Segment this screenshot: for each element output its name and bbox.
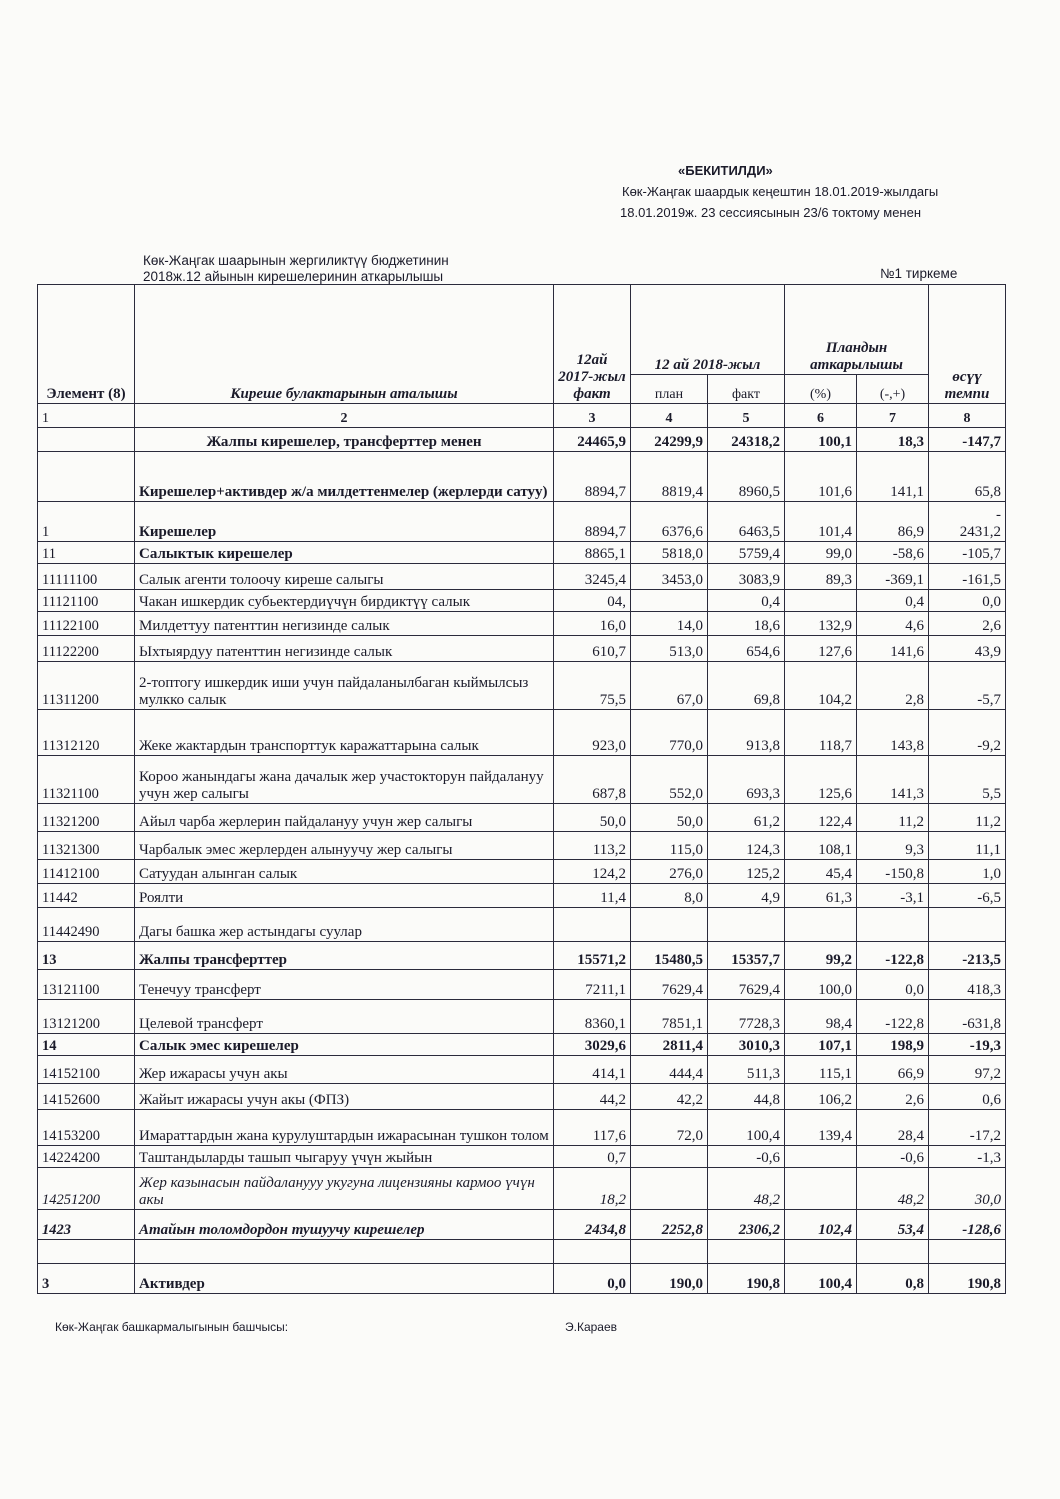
- value-cell: 69,8: [708, 662, 785, 710]
- value-cell: 3245,4: [554, 564, 631, 590]
- value-cell: 913,8: [708, 710, 785, 756]
- table-row: [38, 1110, 1006, 1146]
- source-name: Жалпы трансферттер: [135, 942, 554, 970]
- value-cell: 0,0: [857, 970, 929, 1000]
- table-row: [38, 1146, 1006, 1168]
- value-cell: 124,3: [708, 832, 785, 860]
- source-name: Жеке жактардын транспорттук каражаттарына салык: [135, 710, 554, 756]
- element-code: 14: [38, 1034, 135, 1056]
- value-cell: 113,2: [554, 832, 631, 860]
- value-cell: -369,1: [857, 564, 929, 590]
- value-cell: [554, 908, 631, 942]
- value-cell: [785, 1146, 857, 1168]
- element-code: 11312120: [38, 710, 135, 756]
- header-element: Элемент (8): [38, 285, 135, 404]
- value-cell: -9,2: [929, 710, 1006, 756]
- value-cell: 50,0: [631, 804, 708, 832]
- element-code: 13121100: [38, 970, 135, 1000]
- value-cell: 7728,3: [708, 1000, 785, 1034]
- value-cell: 16,0: [554, 612, 631, 636]
- value-cell: 190,8: [929, 1264, 1006, 1294]
- value-cell: 124,2: [554, 860, 631, 884]
- value-cell: 444,4: [631, 1056, 708, 1084]
- document-title: [143, 253, 449, 285]
- element-code: 11321300: [38, 832, 135, 860]
- value-cell: -161,5: [929, 564, 1006, 590]
- value-cell: 7629,4: [708, 970, 785, 1000]
- source-name: Ыхтыярдуу патенттин негизинде салык: [135, 636, 554, 662]
- value-cell: 45,4: [785, 860, 857, 884]
- document-title-line-2: 2018ж.12 айынын кирешелеринин аткарылышы: [143, 269, 444, 284]
- value-cell: -1,3: [929, 1146, 1006, 1168]
- value-cell: 127,6: [785, 636, 857, 662]
- table-row: [38, 564, 1006, 590]
- value-cell: [631, 1240, 708, 1264]
- value-cell: [631, 908, 708, 942]
- value-cell: 414,1: [554, 1056, 631, 1084]
- value-cell: 6376,6: [631, 502, 708, 542]
- value-cell: -0,6: [857, 1146, 929, 1168]
- source-name: Жайыт ижарасы учун акы (ФПЗ): [135, 1084, 554, 1110]
- header-growth-rate: өсүү темпи: [929, 285, 1006, 404]
- value-cell: 115,1: [785, 1056, 857, 1084]
- value-cell: 923,0: [554, 710, 631, 756]
- element-code: [38, 428, 135, 452]
- source-name: 2-топтогу ишкердик иши учун пайдаланылбаган кыймылсыз мулкко салык: [135, 662, 554, 710]
- source-name: Чакан ишкердик субьектердиүчүн бирдиктүү салык: [135, 590, 554, 612]
- value-cell: 2811,4: [631, 1034, 708, 1056]
- value-cell: 61,2: [708, 804, 785, 832]
- value-cell: 100,0: [785, 970, 857, 1000]
- value-cell: 125,6: [785, 756, 857, 804]
- header-fact-2017: 12ай 2017-жыл факт: [554, 285, 631, 404]
- approval-line-1: Көк-Жаңгак шаардык кеңештин 18.01.2019-жылдагы: [622, 184, 939, 199]
- column-number: 1: [38, 404, 135, 428]
- element-code: 11442490: [38, 908, 135, 942]
- value-cell: 65,8: [929, 452, 1006, 502]
- value-cell: 3029,6: [554, 1034, 631, 1056]
- source-name: Сатуудан алынган салык: [135, 860, 554, 884]
- header-plan-execution: Пландын аткарылышы: [785, 285, 929, 375]
- value-cell: 15480,5: [631, 942, 708, 970]
- value-cell: 552,0: [631, 756, 708, 804]
- value-cell: 11,4: [554, 884, 631, 908]
- element-code: 1: [38, 502, 135, 542]
- value-cell: [631, 1168, 708, 1210]
- value-cell: 2,6: [929, 612, 1006, 636]
- value-cell: 24299,9: [631, 428, 708, 452]
- value-cell: [631, 590, 708, 612]
- value-cell: 190,0: [631, 1264, 708, 1294]
- value-cell: 42,2: [631, 1084, 708, 1110]
- source-name: Тенечуу трансферт: [135, 970, 554, 1000]
- value-cell: 44,2: [554, 1084, 631, 1110]
- value-cell: 8,0: [631, 884, 708, 908]
- value-cell: 53,4: [857, 1210, 929, 1240]
- value-cell: 5,5: [929, 756, 1006, 804]
- table-row: [38, 832, 1006, 860]
- element-code: 11321200: [38, 804, 135, 832]
- source-name: [135, 1240, 554, 1264]
- table-row: [38, 428, 1006, 452]
- value-cell: [785, 1168, 857, 1210]
- approval-stamp: «БЕКИТИЛДИ»: [678, 163, 773, 178]
- value-cell: 141,1: [857, 452, 929, 502]
- element-code: 11442: [38, 884, 135, 908]
- value-cell: -105,7: [929, 542, 1006, 564]
- column-number: 2: [135, 404, 554, 428]
- value-cell: 101,4: [785, 502, 857, 542]
- value-cell: 0,0: [554, 1264, 631, 1294]
- value-cell: [857, 908, 929, 942]
- value-cell: 48,2: [708, 1168, 785, 1210]
- value-cell: 2306,2: [708, 1210, 785, 1240]
- source-name: Айыл чарба жерлерин пайдалануу учун жер салыгы: [135, 804, 554, 832]
- value-cell: [708, 908, 785, 942]
- value-cell: 513,0: [631, 636, 708, 662]
- revenue-table: [37, 284, 1006, 1294]
- element-code: 11111100: [38, 564, 135, 590]
- value-cell: 04,: [554, 590, 631, 612]
- value-cell: -0,6: [708, 1146, 785, 1168]
- value-cell: 0,6: [929, 1084, 1006, 1110]
- value-cell: 1,0: [929, 860, 1006, 884]
- value-cell: 50,0: [554, 804, 631, 832]
- value-cell: 654,6: [708, 636, 785, 662]
- table-row: [38, 1210, 1006, 1240]
- header-fact: факт: [708, 375, 785, 404]
- value-cell: 18,2: [554, 1168, 631, 1210]
- column-number: 7: [857, 404, 929, 428]
- element-code: 13121200: [38, 1000, 135, 1034]
- value-cell: 3010,3: [708, 1034, 785, 1056]
- value-cell: 5759,4: [708, 542, 785, 564]
- value-cell: 24318,2: [708, 428, 785, 452]
- value-cell: 100,4: [708, 1110, 785, 1146]
- annex-label: №1 тиркеме: [880, 266, 958, 281]
- value-cell: [785, 590, 857, 612]
- element-code: 11122200: [38, 636, 135, 662]
- element-code: 14152100: [38, 1056, 135, 1084]
- value-cell: 0,8: [857, 1264, 929, 1294]
- source-name: Кирешелер: [135, 502, 554, 542]
- value-cell: 7629,4: [631, 970, 708, 1000]
- value-cell: 9,3: [857, 832, 929, 860]
- table-row: [38, 970, 1006, 1000]
- value-cell: [929, 908, 1006, 942]
- value-cell: 11,2: [857, 804, 929, 832]
- element-code: 11412100: [38, 860, 135, 884]
- value-cell: 15571,2: [554, 942, 631, 970]
- value-cell: 18,6: [708, 612, 785, 636]
- value-cell: 8360,1: [554, 1000, 631, 1034]
- element-code: 14251200: [38, 1168, 135, 1210]
- table-row: [38, 502, 1006, 542]
- table-row: [38, 1056, 1006, 1084]
- value-cell: 139,4: [785, 1110, 857, 1146]
- source-name: Роялти: [135, 884, 554, 908]
- value-cell: 2,8: [857, 662, 929, 710]
- value-cell: 43,9: [929, 636, 1006, 662]
- element-code: 11321100: [38, 756, 135, 804]
- value-cell: 66,9: [857, 1056, 929, 1084]
- element-code: 11: [38, 542, 135, 564]
- value-cell: 5818,0: [631, 542, 708, 564]
- approval-block: [600, 160, 1000, 223]
- source-name: Таштандыларды ташып чыгаруу үчүн жыйын: [135, 1146, 554, 1168]
- column-number: 3: [554, 404, 631, 428]
- value-cell: 14,0: [631, 612, 708, 636]
- table-row: [38, 612, 1006, 636]
- value-cell: 418,3: [929, 970, 1006, 1000]
- value-cell: -58,6: [857, 542, 929, 564]
- value-cell: 99,0: [785, 542, 857, 564]
- value-cell: 3083,9: [708, 564, 785, 590]
- table-row: [38, 942, 1006, 970]
- value-cell: - 2431,2: [929, 502, 1006, 542]
- value-cell: 86,9: [857, 502, 929, 542]
- value-cell: -3,1: [857, 884, 929, 908]
- value-cell: 104,2: [785, 662, 857, 710]
- value-cell: [785, 908, 857, 942]
- table-row: [38, 636, 1006, 662]
- value-cell: 75,5: [554, 662, 631, 710]
- value-cell: 770,0: [631, 710, 708, 756]
- value-cell: 3453,0: [631, 564, 708, 590]
- element-code: 11311200: [38, 662, 135, 710]
- value-cell: 0,4: [708, 590, 785, 612]
- value-cell: [631, 1146, 708, 1168]
- value-cell: -5,7: [929, 662, 1006, 710]
- source-name: Милдеттуу патенттин негизинде салык: [135, 612, 554, 636]
- source-name: Жер казынасын пайдаланууу укугуна лицензияны кармоо үчүн акы: [135, 1168, 554, 1210]
- value-cell: 6463,5: [708, 502, 785, 542]
- value-cell: 61,3: [785, 884, 857, 908]
- value-cell: 11,1: [929, 832, 1006, 860]
- value-cell: -122,8: [857, 1000, 929, 1034]
- signature-name: Э.Караев: [565, 1320, 618, 1334]
- value-cell: 143,8: [857, 710, 929, 756]
- value-cell: 4,6: [857, 612, 929, 636]
- value-cell: 100,1: [785, 428, 857, 452]
- approval-line-2: 18.01.2019ж. 23 сессиясынын 23/6 токтому менен: [620, 205, 922, 220]
- value-cell: 132,9: [785, 612, 857, 636]
- element-code: 11122100: [38, 612, 135, 636]
- element-code: [38, 452, 135, 502]
- value-cell: 28,4: [857, 1110, 929, 1146]
- table-row: [38, 1240, 1006, 1264]
- value-cell: 4,9: [708, 884, 785, 908]
- value-cell: -147,7: [929, 428, 1006, 452]
- value-cell: 8960,5: [708, 452, 785, 502]
- value-cell: 67,0: [631, 662, 708, 710]
- value-cell: 24465,9: [554, 428, 631, 452]
- value-cell: 125,2: [708, 860, 785, 884]
- value-cell: [785, 1240, 857, 1264]
- value-cell: [857, 1240, 929, 1264]
- source-name: Чарбалык эмес жерлерден алынуучу жер салыгы: [135, 832, 554, 860]
- source-name: Короо жанындагы жана дачалык жер участокторун пайдалануу учун жер салыгы: [135, 756, 554, 804]
- value-cell: 117,6: [554, 1110, 631, 1146]
- element-code: 11121100: [38, 590, 135, 612]
- value-cell: 8894,7: [554, 452, 631, 502]
- value-cell: 98,4: [785, 1000, 857, 1034]
- value-cell: 18,3: [857, 428, 929, 452]
- value-cell: -631,8: [929, 1000, 1006, 1034]
- column-number: 5: [708, 404, 785, 428]
- element-code: 14153200: [38, 1110, 135, 1146]
- value-cell: 99,2: [785, 942, 857, 970]
- value-cell: -122,8: [857, 942, 929, 970]
- value-cell: 190,8: [708, 1264, 785, 1294]
- table-row: [38, 884, 1006, 908]
- value-cell: -19,3: [929, 1034, 1006, 1056]
- table-row: [38, 1034, 1006, 1056]
- value-cell: 693,3: [708, 756, 785, 804]
- value-cell: -150,8: [857, 860, 929, 884]
- value-cell: 101,6: [785, 452, 857, 502]
- value-cell: 122,4: [785, 804, 857, 832]
- table-row: [38, 804, 1006, 832]
- source-name: Целевой трансферт: [135, 1000, 554, 1034]
- table-row: [38, 908, 1006, 942]
- table-row: [38, 662, 1006, 710]
- value-cell: 7851,1: [631, 1000, 708, 1034]
- value-cell: 44,8: [708, 1084, 785, 1110]
- value-cell: -128,6: [929, 1210, 1006, 1240]
- table-row: [38, 1084, 1006, 1110]
- header-percent: (%): [785, 375, 857, 404]
- value-cell: 0,4: [857, 590, 929, 612]
- header-plan: план: [631, 375, 708, 404]
- value-cell: 7211,1: [554, 970, 631, 1000]
- source-name: Имараттардын жана курулуштардын ижарасынан тушкон толом: [135, 1110, 554, 1146]
- element-code: 14152600: [38, 1084, 135, 1110]
- value-cell: -17,2: [929, 1110, 1006, 1146]
- signature-position: Көк-Жаңгак башкармалыгынын башчысы:: [55, 1320, 289, 1334]
- value-cell: [708, 1240, 785, 1264]
- value-cell: 97,2: [929, 1056, 1006, 1084]
- value-cell: 8865,1: [554, 542, 631, 564]
- table-row: [38, 756, 1006, 804]
- column-number-row: [38, 404, 1006, 428]
- value-cell: -6,5: [929, 884, 1006, 908]
- table-row: [38, 710, 1006, 756]
- source-name: Активдер: [135, 1264, 554, 1294]
- table-row: [38, 860, 1006, 884]
- table-row: [38, 1000, 1006, 1034]
- value-cell: 141,3: [857, 756, 929, 804]
- element-code: 3: [38, 1264, 135, 1294]
- element-code: [38, 1240, 135, 1264]
- element-code: 14224200: [38, 1146, 135, 1168]
- value-cell: [554, 1240, 631, 1264]
- source-name: Салыктык кирешелер: [135, 542, 554, 564]
- value-cell: -213,5: [929, 942, 1006, 970]
- value-cell: 15357,7: [708, 942, 785, 970]
- value-cell: 511,3: [708, 1056, 785, 1084]
- value-cell: 107,1: [785, 1034, 857, 1056]
- source-name: Жер ижарасы учун акы: [135, 1056, 554, 1084]
- source-name: Салык эмес кирешелер: [135, 1034, 554, 1056]
- source-name: Жалпы кирешелер, трансферттер менен: [135, 428, 554, 452]
- element-code: 13: [38, 942, 135, 970]
- value-cell: 0,0: [929, 590, 1006, 612]
- header-year-2018: 12 ай 2018-жыл: [631, 285, 785, 375]
- element-code: 1423: [38, 1210, 135, 1240]
- value-cell: 0,7: [554, 1146, 631, 1168]
- value-cell: 198,9: [857, 1034, 929, 1056]
- value-cell: 8819,4: [631, 452, 708, 502]
- column-number: 4: [631, 404, 708, 428]
- header-source-name: Киреше булактарынын аталышы: [135, 285, 554, 404]
- source-name: Атайын толомдордон тушуучу кирешелер: [135, 1210, 554, 1240]
- value-cell: [929, 1240, 1006, 1264]
- source-name: Салык агенти толоочу киреше салыгы: [135, 564, 554, 590]
- document-title-line-1: Көк-Жаңгак шаарынын жергиликтүү бюджетинин: [143, 253, 449, 268]
- column-number: 6: [785, 404, 857, 428]
- value-cell: 11,2: [929, 804, 1006, 832]
- value-cell: 610,7: [554, 636, 631, 662]
- source-name: Дагы башка жер астындагы суулар: [135, 908, 554, 942]
- value-cell: 276,0: [631, 860, 708, 884]
- column-number: 8: [929, 404, 1006, 428]
- value-cell: 118,7: [785, 710, 857, 756]
- value-cell: 89,3: [785, 564, 857, 590]
- value-cell: 48,2: [857, 1168, 929, 1210]
- value-cell: 141,6: [857, 636, 929, 662]
- value-cell: 30,0: [929, 1168, 1006, 1210]
- value-cell: 102,4: [785, 1210, 857, 1240]
- value-cell: 106,2: [785, 1084, 857, 1110]
- table-row: [38, 1168, 1006, 1210]
- value-cell: 2434,8: [554, 1210, 631, 1240]
- source-name: Кирешелер+активдер ж/а милдеттенмелер (жерлерди сатуу): [135, 452, 554, 502]
- value-cell: 687,8: [554, 756, 631, 804]
- value-cell: 108,1: [785, 832, 857, 860]
- table-row: [38, 1264, 1006, 1294]
- value-cell: 2,6: [857, 1084, 929, 1110]
- table-row: [38, 590, 1006, 612]
- value-cell: 8894,7: [554, 502, 631, 542]
- value-cell: 100,4: [785, 1264, 857, 1294]
- value-cell: 2252,8: [631, 1210, 708, 1240]
- value-cell: 115,0: [631, 832, 708, 860]
- value-cell: 72,0: [631, 1110, 708, 1146]
- table-row: [38, 542, 1006, 564]
- header-difference: (-,+): [857, 375, 929, 404]
- table-row: [38, 452, 1006, 502]
